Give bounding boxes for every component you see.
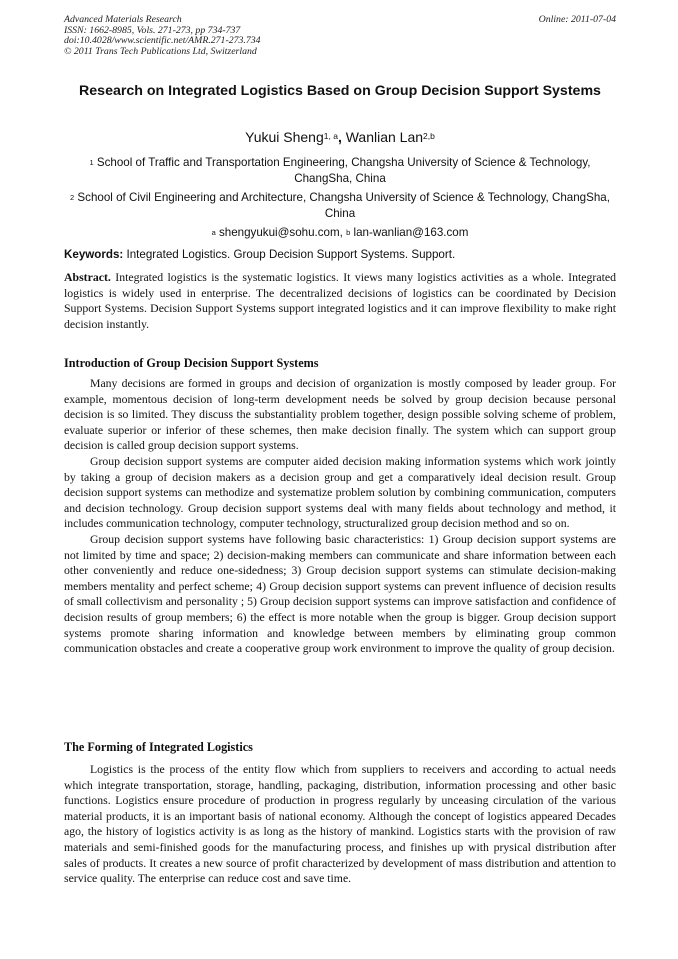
section-1-heading: Introduction of Group Decision Support Systems — [64, 356, 319, 370]
journal-name: Advanced Materials Research — [64, 14, 182, 25]
section-1-paragraph-3: Group decision support systems have following basic characteristics: 1) Group decision support systems are not limited by time and space; 2) decision-making members can communicate and share information between each other conveniently and reduce one-sidedness; 3) Group decision support systems can stimulate decision-making members mentality and perfect scheme; 4) Group decision support systems can prevent influence of decision results of small collectivism and personality ; 5) Group decision support systems can improve satisfaction and confidence of decision results of group members; 6) the effect is more notable when the group is bigger. Group decision support systems promote sharing information and knowledge between members by eliminating group common communication obstacles and create a cooperative group work environment to improve the quality of group decision. — [64, 532, 616, 656]
email-b-marker: b — [346, 228, 351, 237]
abstract-label: Abstract. — [64, 270, 111, 284]
section-1-paragraph-2: Group decision support systems are computer aided decision making information systems which work jointly by taking a group of decision makers as a decision group and get a comparatively ideal decision result. Group decision support systems can methodize and systematize problem solution by combining communication, computers and decision technology. Group decision support systems deal with many fields about technology and method, it includes communication technology, computer technology, structuralized group decision method and so on. — [64, 454, 616, 531]
author-1-marker: 1, a — [323, 131, 338, 141]
affiliation-2-text: School of Civil Engineering and Architecture, Changsha University of Science & Technology, ChangSha, China — [77, 191, 610, 220]
author-1: Yukui Sheng — [245, 129, 324, 145]
keywords-text: Integrated Logistics. Group Decision Support Systems. Support. — [126, 248, 456, 261]
affiliation-2 — [64, 190, 616, 221]
copyright-line: © 2011 Trans Tech Publications Ltd, Switzerland — [64, 45, 257, 57]
section-1-body — [64, 376, 616, 657]
abstract — [64, 270, 616, 332]
paper-title: Research on Integrated Logistics Based on Group Decision Support Systems — [79, 83, 601, 99]
keywords-label: Keywords: — [64, 248, 124, 261]
online-date: Online: 2011-07-04 — [538, 14, 616, 25]
keywords — [64, 248, 616, 262]
author-2-marker: 2,b — [423, 131, 435, 141]
abstract-text: Integrated logistics is the systematic logistics. It views many logistics activities as a whole. Integrated logistics is widely used in enterprise. The decentralized decisions of logistics can be coordinated by Decision Support Systems. Decision Support Systems support integrated logistics and it can improve flexibility to make right decision instantly. — [64, 270, 616, 331]
journal-header — [64, 15, 616, 57]
affiliation-1-marker: 1 — [89, 158, 94, 167]
author-line — [64, 128, 616, 146]
email-b[interactable]: lan-wanlian@163.com — [353, 226, 469, 239]
email-a-marker: a — [211, 228, 216, 237]
author-separator: , — [337, 129, 346, 145]
doi-line: doi:10.4028/www.scientific.net/AMR.271-273.734 — [64, 35, 261, 47]
author-2: Wanlian Lan — [345, 129, 424, 145]
section-2-body — [64, 762, 616, 887]
section-2-heading: The Forming of Integrated Logistics — [64, 740, 253, 754]
affiliation-1-text: School of Traffic and Transportation Engineering, Changsha University of Science & Technology, ChangSha, China — [96, 156, 591, 185]
issn-line: ISSN: 1662-8985, Vols. 271-273, pp 734-737 — [64, 24, 241, 36]
email-a[interactable]: shengyukui@sohu.com, — [218, 226, 343, 239]
affiliation-1 — [64, 155, 616, 186]
section-2-paragraph-1: Logistics is the process of the entity flow which from suppliers to receivers and according to actual needs which integrate transportation, storage, handling, packaging, distribution, information processing and other basic functions. Logistics ensure procedure of production in progress regularly by unceasing circulation of the various material products, it is an important basis of national economy. Although the concept of logistics appeared Decades ago, the history of logistics activity is as long as the history of mankind. Logistics starts with the provision of raw materials and semi-finished goods for the manufacturing process, and finishes up with prysical distribution after sales of products. It creates a new source of profit characterized by development of mass distribution and attention to service quality. The enterprise can reduce cost and save time. — [64, 763, 616, 886]
email-line — [64, 225, 616, 241]
affiliation-2-marker: 2 — [70, 193, 75, 202]
section-1-paragraph-1: Many decisions are formed in groups and decision of organization is mostly composed by leader group. For example, momentous decision of long-term development needs be solved by group decision because personal decision is so limited. They discuss the substantiality problem together, design possible solving scheme of problem, evaluate superior or inferior of these schemes, then make decision finally. The system which can support group decision is called group decision support systems. — [64, 377, 616, 453]
